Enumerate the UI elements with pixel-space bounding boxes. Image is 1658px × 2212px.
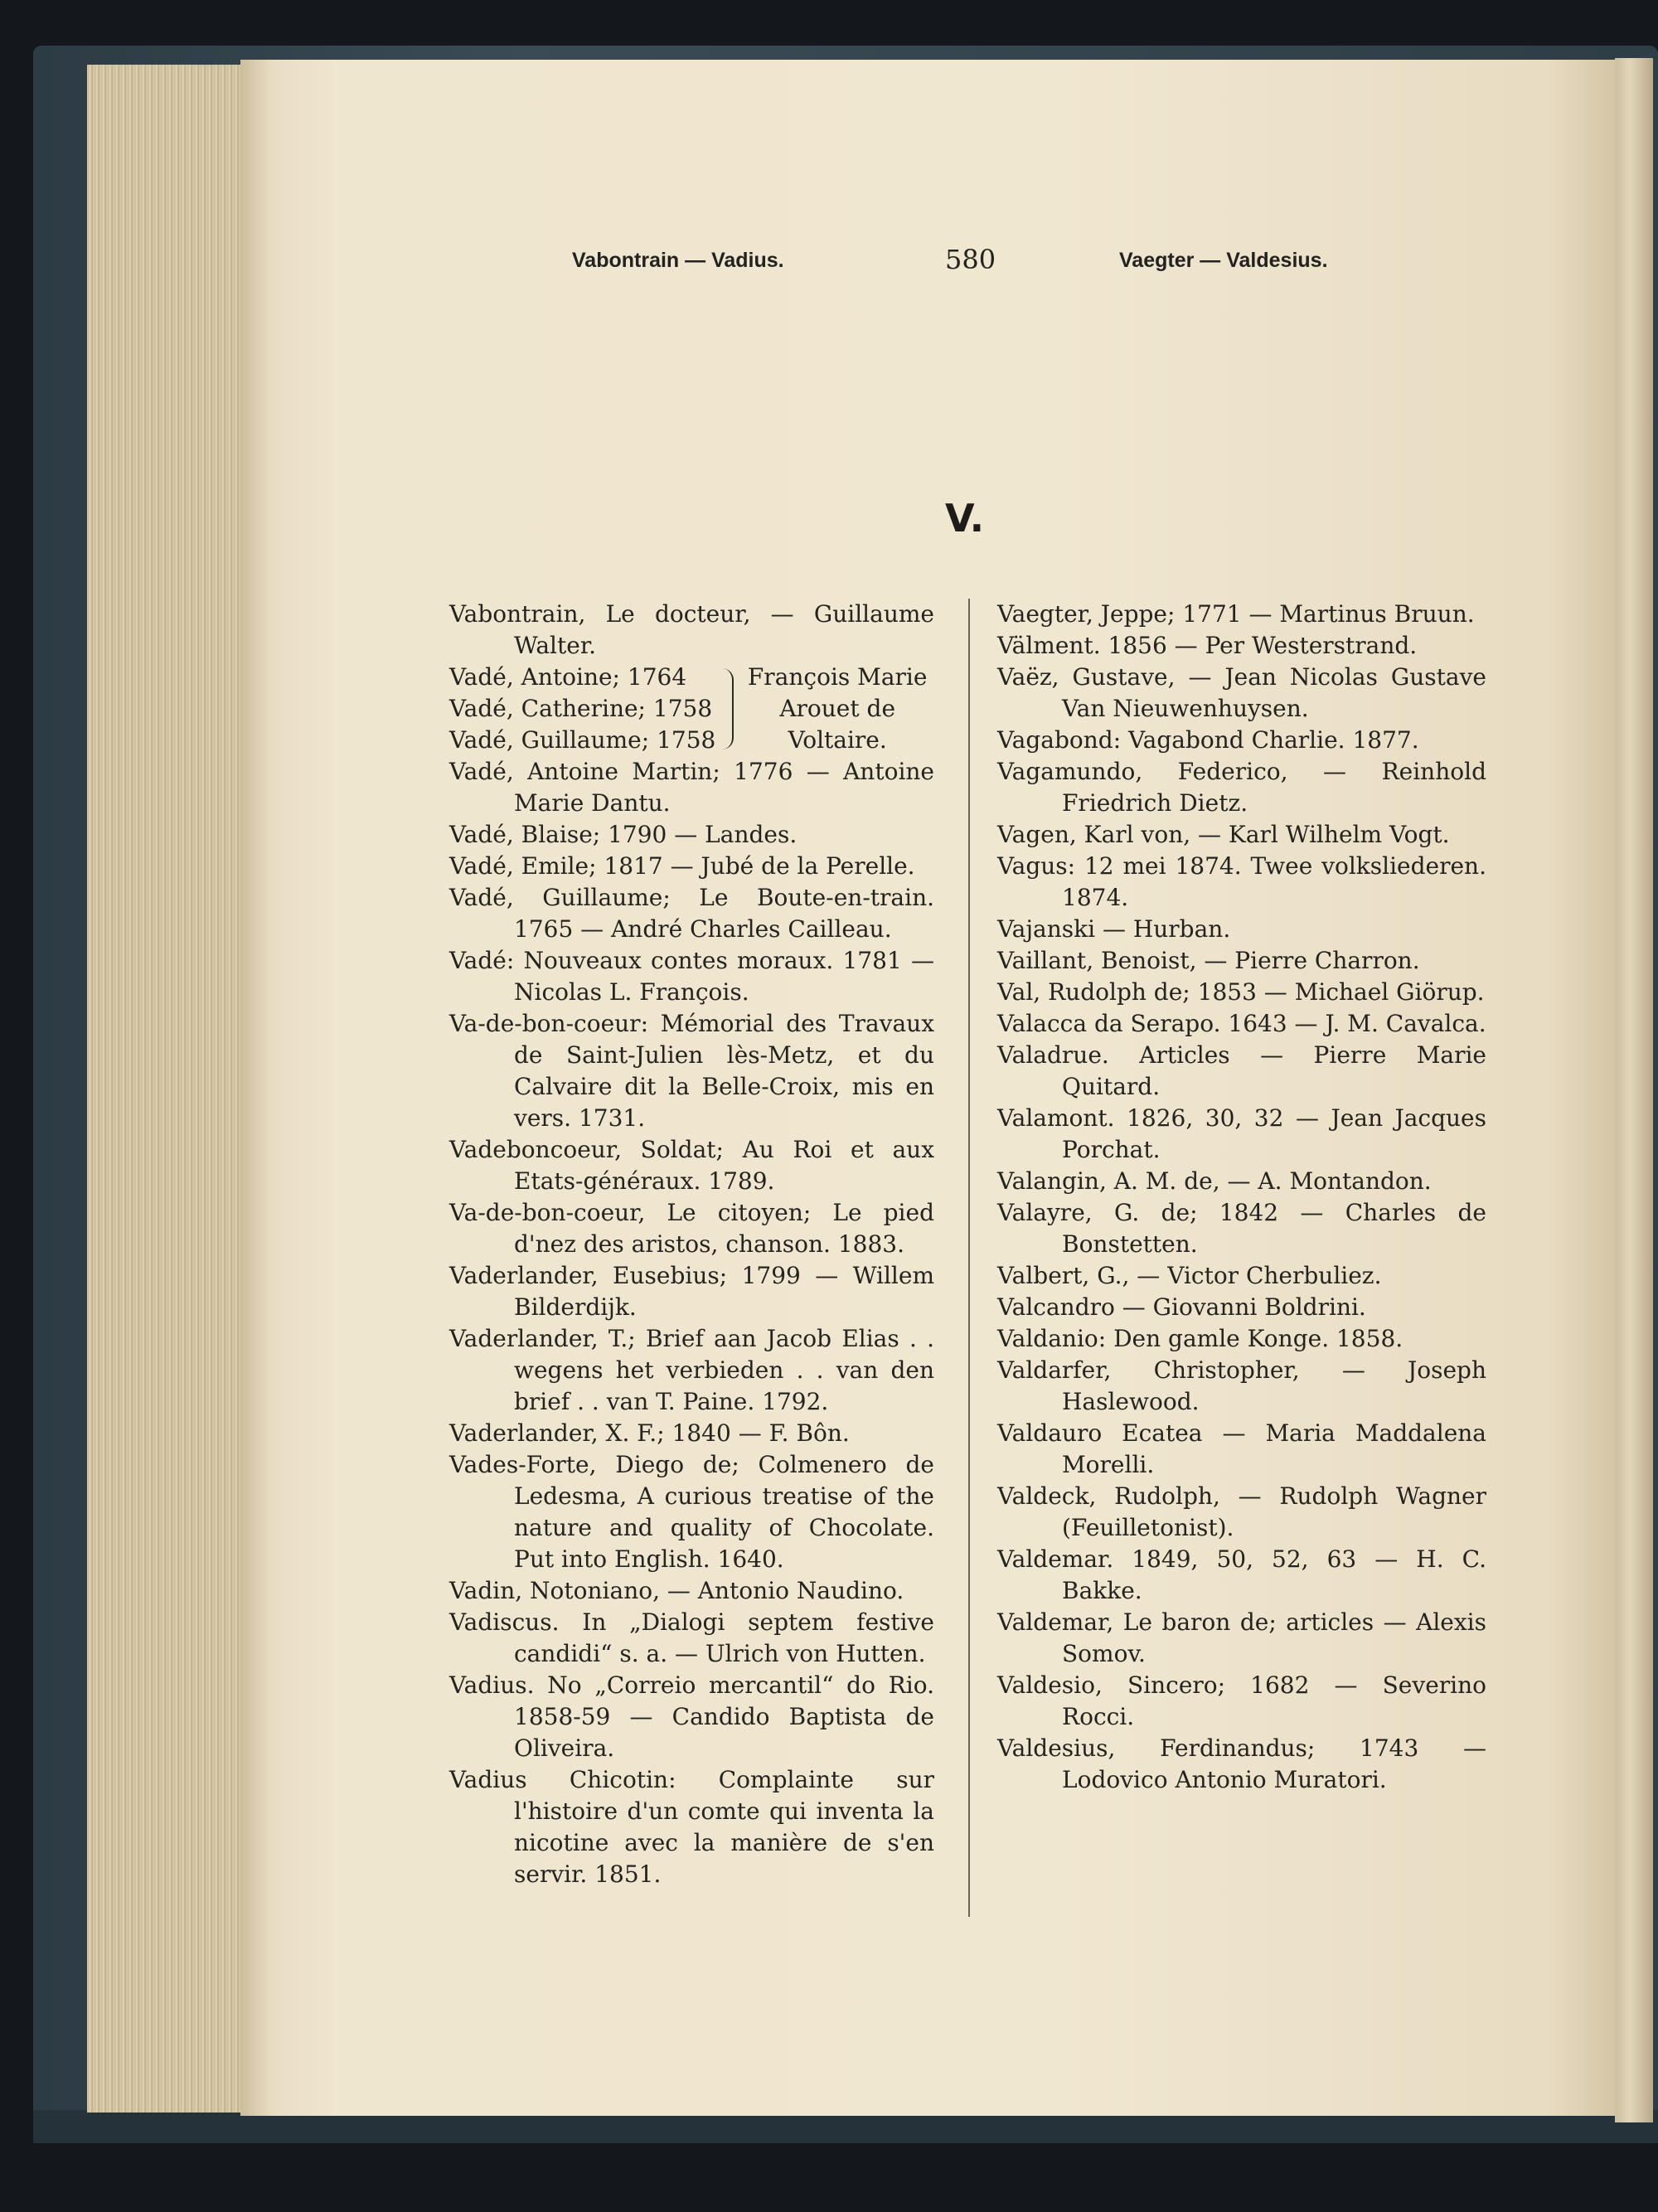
brace-target-line: Arouet de (779, 695, 896, 722)
list-item: Vadé, Emile; 1817 — Jubé de la Perelle. (449, 852, 915, 880)
list-item: Vagamundo, Federico, — Reinhold Friedrich Dietz. (997, 758, 1486, 817)
list-item: Valacca da Serapo. 1643 — J. M. Cavalca. (997, 1010, 1486, 1037)
header-right-range: Vaegter — Valdesius. (1119, 249, 1328, 272)
list-item: Vagabond: Vagabond Charlie. 1877. (997, 726, 1419, 754)
list-item: Vadé, Antoine Martin; 1776 — Antoine Marie Dantu. (449, 758, 934, 817)
brace-group (449, 662, 934, 756)
list-item: Valdemar. 1849, 50, 52, 63 — H. C. Bakke. (997, 1545, 1486, 1604)
right-page-edge (1615, 58, 1653, 2122)
list-item: Valcandro — Giovanni Boldrini. (997, 1293, 1366, 1321)
list-item: Vagen, Karl von, — Karl Wilhelm Vogt. (997, 821, 1450, 848)
brace-target (740, 662, 934, 756)
list-item: Valadrue. Articles — Pierre Marie Quitard. (997, 1041, 1486, 1100)
page-number: 580 (945, 244, 996, 275)
list-item: Valdesius, Ferdinandus; 1743 — Lodovico Antonio Muratori. (997, 1734, 1486, 1793)
brace-name: Vadé, Catherine; 1758 (449, 695, 713, 722)
brace-target-line: François Marie (747, 663, 928, 691)
list-item: Valdeck, Rudolph, — Rudolph Wagner (Feuilletonist). (997, 1482, 1486, 1541)
list-item: Valdauro Ecatea — Maria Maddalena Morelli. (997, 1419, 1486, 1478)
brace-target-line: Voltaire. (788, 726, 887, 754)
list-item: Vadé, Blaise; 1790 — Landes. (449, 821, 797, 848)
list-item: Valdemar, Le baron de; articles — Alexis Somov. (997, 1608, 1486, 1667)
list-item: Välment. 1856 — Per Westerstrand. (997, 632, 1418, 659)
brace-names (449, 662, 715, 756)
list-item: Valdarfer, Christopher, — Joseph Haslewood. (997, 1356, 1486, 1415)
list-item: Va-de-bon-coeur, Le citoyen; Le pied d'nez des aristos, chanson. 1883. (449, 1199, 934, 1258)
list-item: Vaegter, Jeppe; 1771 — Martinus Bruun. (997, 600, 1475, 628)
header-left-range: Vabontrain — Vadius. (572, 249, 784, 272)
list-item: Vadiscus. In „Dialogi septem festive candidi“ s. a. — Ulrich von Hutten. (449, 1608, 934, 1667)
list-item: Vagus: 12 mei 1874. Twee volksliederen. 1874. (997, 852, 1486, 911)
list-item: Vaëz, Gustave, — Jean Nicolas Gustave Van Nieuwenhuysen. (997, 663, 1486, 722)
brace-symbol (717, 668, 734, 749)
list-item: Vadeboncoeur, Soldat; Au Roi et aux Etats-généraux. 1789. (449, 1136, 934, 1195)
list-item: Vadé: Nouveaux contes moraux. 1781 — Nicolas L. François. (449, 947, 934, 1006)
list-item: Va-de-bon-coeur: Mémorial des Travaux de Saint-Julien lès-Metz, et du Calvaire dit la Belle-Croix, mis en vers. 1731. (449, 1010, 934, 1132)
page-edges (87, 65, 246, 2113)
left-column (449, 599, 934, 1890)
brace-name: Vadé, Antoine; 1764 (449, 663, 687, 691)
list-item: Vadin, Notoniano, — Antonio Naudino. (449, 1577, 904, 1604)
list-item: Vadius. No „Correio mercantil“ do Rio. 1858-59 — Candido Baptista de Oliveira. (449, 1671, 934, 1762)
right-column (997, 599, 1486, 1796)
list-item: Valamont. 1826, 30, 32 — Jean Jacques Porchat. (997, 1104, 1486, 1163)
list-item: Val, Rudolph de; 1853 — Michael Giörup. (997, 978, 1485, 1006)
list-item: Valdesio, Sincero; 1682 — Severino Rocci. (997, 1671, 1486, 1730)
section-letter: V. (945, 496, 985, 541)
running-head (0, 244, 1658, 282)
list-item: Vaderlander, T.; Brief aan Jacob Elias . . wegens het verbieden . . van den brief . . van T. Paine. 1792. (449, 1325, 934, 1415)
column-divider (968, 599, 970, 1917)
list-item: Vaderlander, Eusebius; 1799 — Willem Bilderdijk. (449, 1262, 934, 1321)
list-item: Vaderlander, X. F.; 1840 — F. Bôn. (449, 1419, 850, 1447)
list-item: Valayre, G. de; 1842 — Charles de Bonstetten. (997, 1199, 1486, 1258)
brace-name: Vadé, Guillaume; 1758 (449, 726, 716, 754)
list-item: Vajanski — Hurban. (997, 915, 1231, 943)
list-item: Vadius Chicotin: Complainte sur l'histoire d'un comte qui inventa la nicotine avec la manière de s'en servir. 1851. (449, 1766, 934, 1888)
list-item: Vadé, Guillaume; Le Boute-en-train. 1765 — André Charles Cailleau. (449, 884, 934, 943)
list-item: Valbert, G., — Victor Cherbuliez. (997, 1262, 1382, 1289)
list-item: Vabontrain, Le docteur, — Guillaume Walter. (449, 600, 934, 659)
list-item: Valdanio: Den gamle Konge. 1858. (997, 1325, 1403, 1352)
list-item: Vades-Forte, Diego de; Colmenero de Ledesma, A curious treatise of the nature and quality of Chocolate. Put into English. 1640. (449, 1451, 934, 1573)
list-item: Vaillant, Benoist, — Pierre Charron. (997, 947, 1420, 974)
list-item: Valangin, A. M. de, — A. Montandon. (997, 1167, 1432, 1195)
